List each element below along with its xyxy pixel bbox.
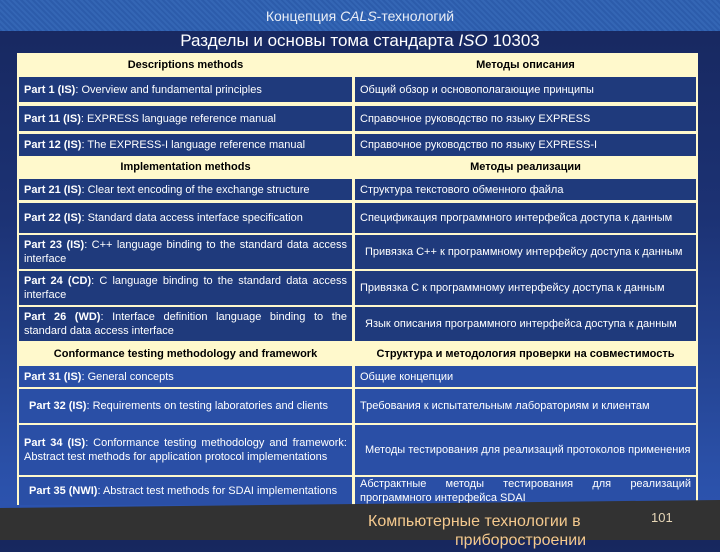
footer-text: Компьютерные технологии в: [368, 513, 581, 530]
part-description: : Abstract test methods for SDAI implementations: [97, 485, 338, 497]
table-cell-en: [19, 77, 352, 102]
table-cell-ru: [355, 77, 696, 102]
part-description: : The EXPRESS-I language reference manual: [81, 139, 306, 151]
part-description: : C language binding to the standard data access interface: [24, 275, 347, 301]
section-header-en: Conformance testing methodology and framework: [53, 347, 318, 360]
part-description-ru: Требования к испытательным лабораториям и клиентам: [360, 400, 650, 412]
part-description-ru: Абстрактные методы тестирования для реализаций программного интерфейса SDAI: [360, 478, 691, 504]
part-number: Part 1 (IS): [24, 83, 76, 96]
table-cell-en: [19, 307, 352, 341]
section-header-en: Descriptions methods: [127, 59, 244, 71]
page-number: 101: [651, 510, 673, 525]
part-description-ru: Справочное руководство по языку EXPRESS: [360, 112, 591, 125]
table-cell-en: [19, 235, 352, 269]
slide-subtitle: [0, 31, 720, 51]
part-number: Part 21 (IS): [24, 183, 82, 196]
part-description: : C++ language binding to the standard data access interface: [24, 239, 347, 265]
table-cell-ru: [355, 134, 696, 156]
section-header-ru: Методы описания: [476, 59, 575, 71]
cell-text: [24, 484, 347, 498]
subtitle-emphasis: ISO: [458, 31, 488, 50]
part-description: : Conformance testing methodology and framework: Abstract test methods for application protocol implementations: [24, 437, 347, 463]
part-number: Part 32 (IS): [29, 400, 87, 412]
part-description-ru: Спецификация программного интерфейса доступа к данным: [360, 212, 673, 224]
part-description: : Overview and fundamental principles: [75, 83, 262, 96]
table-cell-en: [19, 271, 352, 305]
part-description: : Interface definition language binding to the standard data access interface: [24, 311, 347, 337]
subtitle-suffix: 10303: [487, 31, 540, 50]
part-description-ru: Методы тестирования для реализаций протоколов применения: [365, 444, 691, 456]
table-cell-en: [19, 203, 352, 233]
section-header-ru: Структура и методология проверки на совместимость: [376, 347, 675, 360]
cell-text: [24, 310, 347, 338]
part-number: Part 12 (IS): [24, 139, 82, 151]
title-emphasis: CALS: [340, 8, 377, 24]
cell-text: [24, 238, 347, 266]
table-cell-ru: [355, 477, 696, 505]
table-cell-ru: [355, 307, 696, 341]
table-cell-en: [19, 134, 352, 156]
cell-text: [24, 436, 347, 464]
table-cell-en: [19, 389, 352, 423]
part-description-ru: Привязка С к программному интерфейсу доступа к данным: [360, 282, 665, 294]
footer-bar: [0, 500, 720, 540]
title-suffix: -технологий: [376, 8, 455, 24]
subtitle-text: Разделы и основы тома стандарта: [180, 31, 459, 50]
part-number: Part 35 (NWI): [29, 485, 98, 497]
table-cell-ru: [355, 203, 696, 233]
part-description: : EXPRESS language reference manual: [80, 112, 276, 125]
section-header-en: Implementation methods: [120, 161, 251, 173]
part-number: Part 34 (IS): [24, 437, 86, 449]
table-cell-en: [19, 425, 352, 475]
cell-text: [24, 274, 347, 302]
part-description-ru: Общий обзор и основополагающие принципы: [360, 83, 594, 96]
standards-table: [17, 53, 698, 505]
cell-text: [24, 370, 347, 384]
table-cell-ru: [355, 366, 696, 387]
cell-text: [24, 83, 347, 97]
part-description: : Requirements on testing laboratories and clients: [86, 400, 328, 412]
cell-text: [24, 183, 347, 197]
section-header-ru: Методы реализации: [470, 161, 581, 173]
part-number: Part 23 (IS): [24, 239, 85, 251]
part-description: : Standard data access interface specification: [81, 212, 303, 224]
part-description: : Clear text encoding of the exchange structure: [81, 183, 310, 196]
table-cell-ru: [355, 425, 696, 475]
table-cell-en: [19, 477, 352, 505]
title-text: Концепция: [265, 8, 341, 24]
table-cell-ru: [355, 106, 696, 131]
part-description-ru: Общие концепции: [360, 370, 454, 383]
part-description-ru: Язык описания программного интерфейса доступа к данным: [365, 318, 677, 330]
cell-text: [24, 399, 347, 413]
part-description: : General concepts: [81, 370, 174, 383]
part-number: Part 11 (IS): [24, 112, 81, 125]
slide-title-bar: [0, 0, 720, 31]
table-cell-ru: [355, 389, 696, 423]
cell-text: [24, 211, 347, 225]
table-cell-ru: [355, 235, 696, 269]
cell-text: [24, 112, 347, 126]
part-description-ru: Привязка С++ к программному интерфейсу доступа к данным: [365, 246, 683, 258]
table-cell-ru: [355, 271, 696, 305]
table-cell-ru: [355, 179, 696, 200]
part-description-ru: Справочное руководство по языку EXPRESS-I: [360, 139, 598, 151]
footer-text-line2: приборостроении: [455, 532, 587, 549]
part-number: Part 31 (IS): [24, 370, 82, 383]
cell-text: [24, 138, 347, 152]
part-number: Part 22 (IS): [24, 212, 82, 224]
part-description-ru: Структура текстового обменного файла: [360, 183, 564, 196]
table-cell-en: [19, 106, 352, 131]
part-number: Part 26 (WD): [24, 311, 101, 323]
table-cell-en: [19, 366, 352, 387]
part-number: Part 24 (CD): [24, 275, 92, 287]
table-cell-en: [19, 179, 352, 200]
